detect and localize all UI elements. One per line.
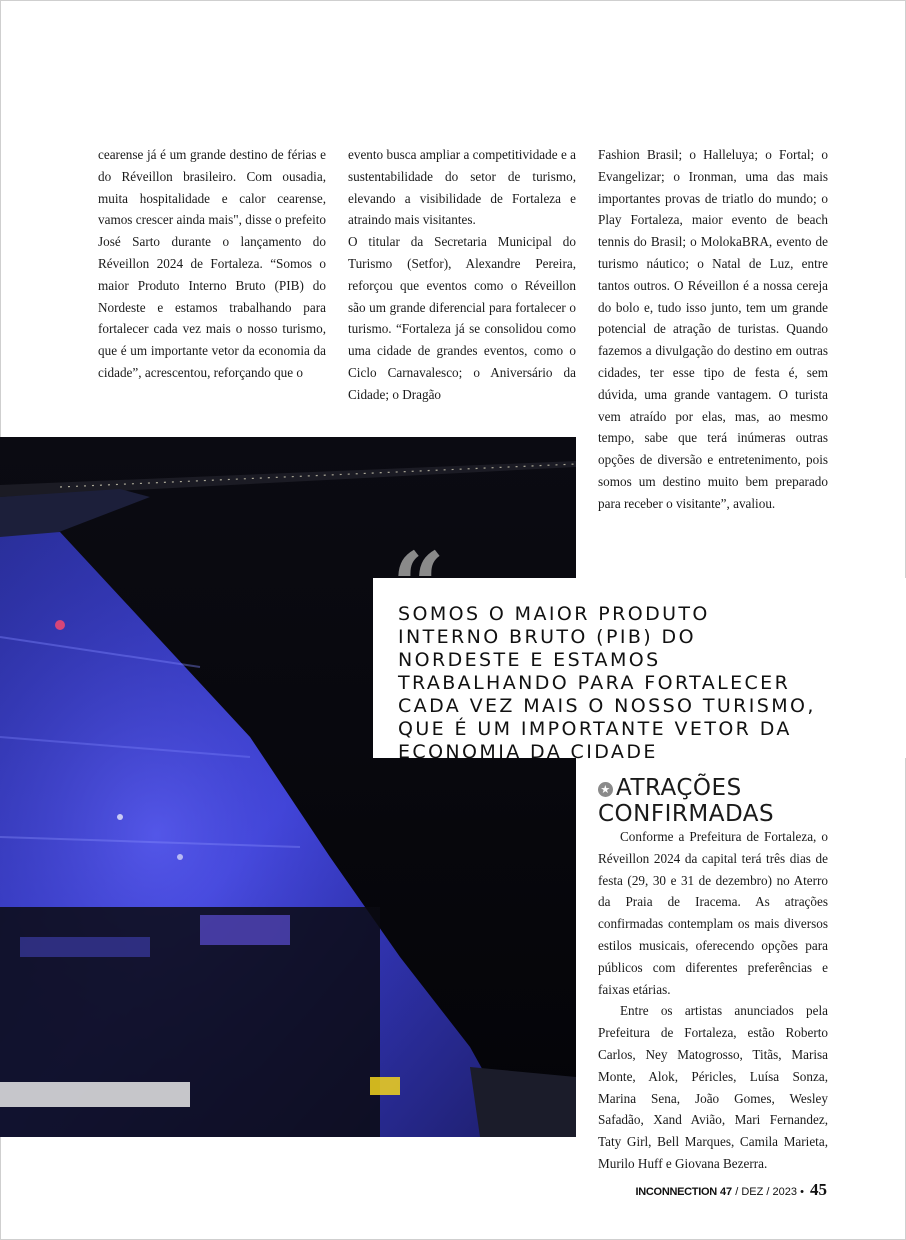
star-icon: ★ xyxy=(598,782,613,797)
section-paragraph: Conforme a Prefeitura de Fortaleza, o Réveillon 2024 da capital terá três dias de festa (29, 30 e 31 de dezembro) no Aterro da Praia de Iracema. As atrações confirmadas contemplam os mais diversos estilos musicais, oferecendo opções para públicos com diferentes preferências e faixas etárias. xyxy=(598,829,828,997)
page-number: 45 xyxy=(810,1180,827,1199)
section-heading-text: ATRAÇÕES CONFIRMADAS xyxy=(598,775,775,827)
article-column-1 xyxy=(98,144,326,384)
section-column xyxy=(598,826,828,1175)
section-paragraph: Entre os artistas anunciados pela Prefeitura de Fortaleza, estão Roberto Carlos, Ney Matogrosso, Titãs, Marisa Monte, Alok, Péricles, Luísa Sonza, Marina Sena, João Gomes, Wesley Safadão, Xand Avião, Mari Fernandez, Taty Girl, Bell Marques, Camila Marieta, Murilo Huff e Giovana Bezerra. xyxy=(598,1003,828,1171)
page-footer xyxy=(636,1180,827,1200)
article-paragraph: evento busca ampliar a competitividade e a sustentabilidade do setor de turismo, elevando a visibilidade de Fortaleza e atraindo mais visitantes. xyxy=(348,147,576,228)
issue-number: 47 xyxy=(719,1186,733,1198)
crowd-night-illustration xyxy=(0,437,576,1137)
quote-mark-icon: “ xyxy=(392,532,445,640)
magazine-brand: INCONNECTION xyxy=(635,1186,717,1198)
reveillon-crowd-photo xyxy=(0,437,576,1137)
issue-date: / DEZ / 2023 xyxy=(735,1186,798,1198)
article-column-3 xyxy=(598,144,828,515)
pull-quote-text: SOMOS O MAIOR PRODUTO INTERNO BRUTO (PIB) DO NORDESTE E ESTAMOS TRABALHANDO PARA FORTALECER CADA VEZ MAIS O NOSSO TURISMO, QUE É UM IMPORTANTE VETOR DA ECONOMIA DA CIDADE xyxy=(398,603,816,763)
article-paragraph: Fashion Brasil; o Halleluya; o Fortal; o Evangelizar; o Ironman, uma das mais importantes provas de triatlo do mundo; o Play Fortaleza, maior evento de beach tennis do Brasil; o MolokaBRA, evento de turismo náutico; o Natal de Luz, entre tantos outros. O Réveillon é a nossa cereja do bolo e, tudo isso junto, tem um grande potencial de atração de turistas. Quando fazemos a divulgação do destino em outras cidades, ter esse tipo de festa é, sem dúvida, uma grande vantagem. O turista vem atraído por elas, mas, ao mesmo tempo, sabe que terá inúmeras outras opções de diversão e entretenimento, pois somos um destino muito bem preparado para receber o visitante”, avaliou. xyxy=(598,147,828,511)
article-paragraph: O titular da Secretaria Municipal do Turismo (Setfor), Alexandre Pereira, reforçou que eventos como o Réveillon são um grande diferencial para fortalecer o turismo. “Fortaleza já se consolidou como uma cidade de grandes eventos, como o Ciclo Carnavalesco; o Aniversário da Cidade; o Dragão xyxy=(348,234,576,402)
article-paragraph: cearense já é um grande destino de férias e do Réveillon brasileiro. Com ousadia, muita hospitalidade e calor cearense, vamos crescer ainda mais", disse o prefeito José Sarto durante o lançamento do Réveillon 2024 de Fortaleza. “Somos o maior Produto Interno Bruto (PIB) do Nordeste e estamos trabalhando para fortalecer cada vez mais o nosso turismo, que é um importante vetor da economia da cidade”, acrescentou, reforçando que o xyxy=(98,147,326,380)
article-column-2 xyxy=(348,144,576,406)
footer-bullet: • xyxy=(800,1186,804,1198)
section-heading xyxy=(598,775,848,827)
